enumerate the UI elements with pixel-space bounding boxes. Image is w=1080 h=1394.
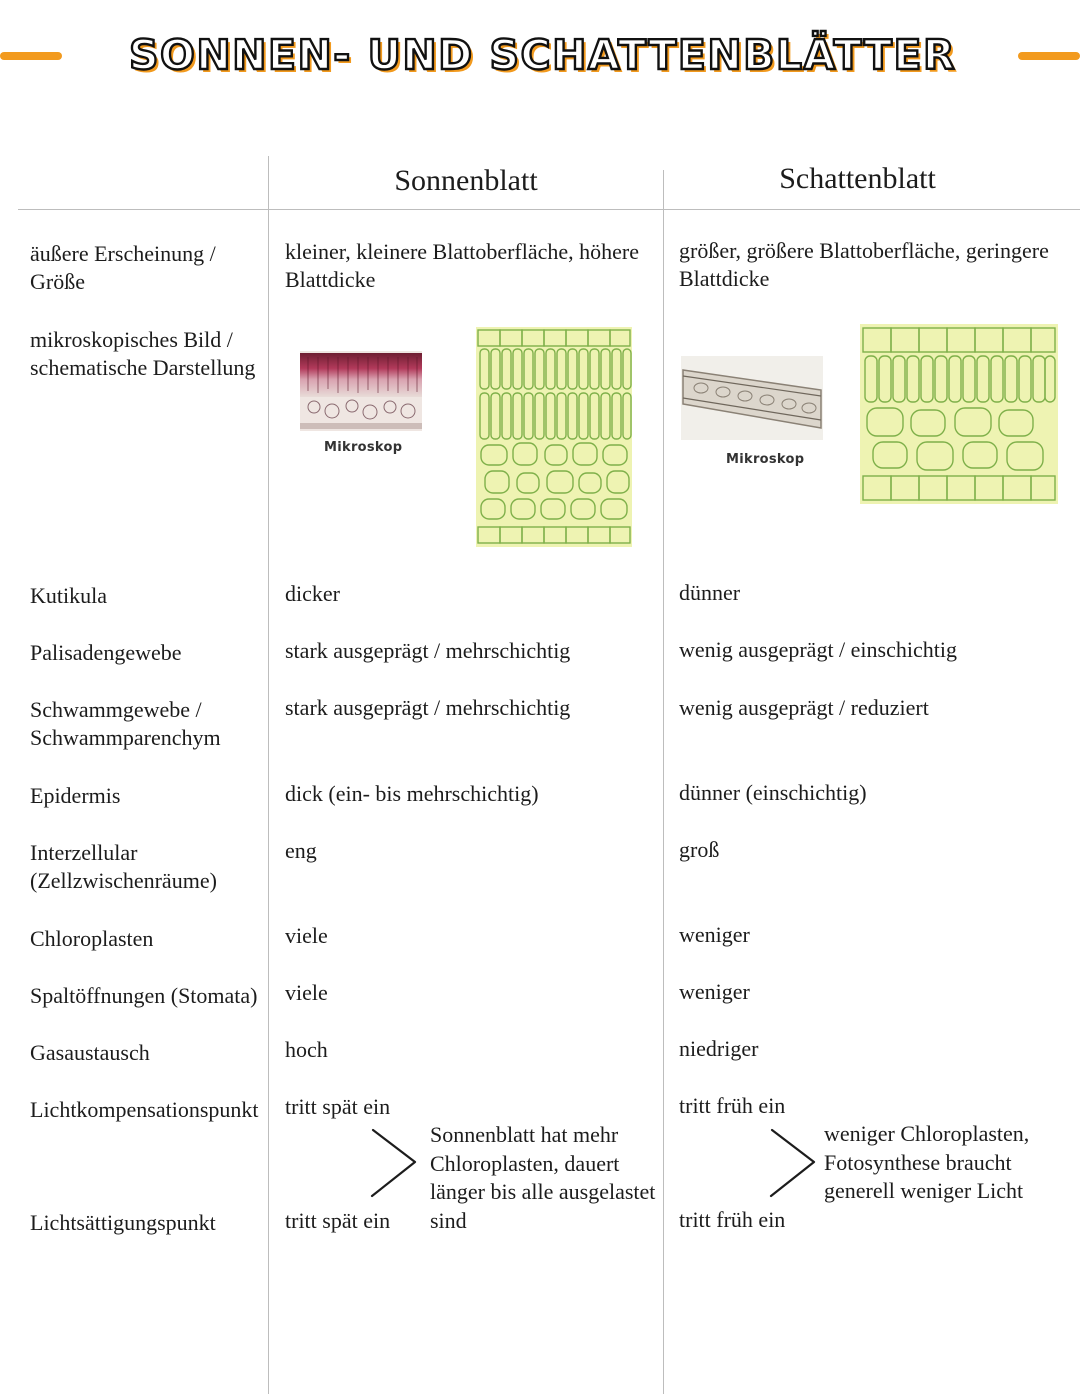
title-accent-line-right	[1018, 52, 1080, 60]
column-divider-1	[268, 156, 269, 1394]
shade-spaltoeffnungen: weniger	[679, 979, 750, 1004]
row-label-kutikula: Kutikula	[30, 583, 107, 608]
shade-schwammgewebe: wenig ausgeprägt / reduziert	[679, 695, 929, 720]
row-label-lichtsaettigungspunkt: Lichtsättigungspunkt	[30, 1210, 216, 1235]
sun-spaltoeffnungen: viele	[285, 980, 328, 1005]
sun-note: Sonnenblatt hat mehr Chloroplasten, dauert länger bis alle ausgelastet sind	[430, 1122, 656, 1233]
sun-microscope-image	[300, 351, 422, 431]
row-label-gasaustausch: Gasaustausch	[30, 1040, 150, 1065]
sun-appearance: kleiner, kleinere Blattoberfläche, höhere Blattdicke	[285, 239, 639, 292]
row-label-schwammgewebe: Schwammgewebe / Schwammparenchym	[30, 697, 221, 750]
shade-note: weniger Chloroplasten, Fotosynthese braucht generell weniger Licht	[824, 1121, 1030, 1203]
sun-interzellular: eng	[285, 838, 317, 863]
row-label-appearance: äußere Erscheinung / Größe	[30, 241, 216, 294]
shade-kutikula: dünner	[679, 580, 741, 605]
column-header-sun: Sonnenblatt	[394, 164, 538, 197]
sun-bracket-arrow	[368, 1126, 420, 1200]
sun-schwammgewebe: stark ausgeprägt / mehrschichtig	[285, 695, 571, 720]
column-divider-2	[663, 170, 664, 1394]
shade-microscope-image	[681, 356, 823, 440]
row-label-microscope: mikroskopisches Bild / schematische Darstellung	[30, 327, 256, 380]
row-label-spaltoeffnungen: Spaltöffnungen (Stomata)	[30, 983, 258, 1008]
shade-schematic-drawing	[859, 324, 1059, 506]
title-bar	[0, 22, 1080, 88]
header-divider	[18, 209, 1080, 210]
sun-chloroplasten: viele	[285, 923, 328, 948]
shade-bracket-arrow	[767, 1126, 819, 1200]
sun-kutikula: dicker	[285, 581, 340, 606]
shade-epidermis: dünner (einschichtig)	[679, 780, 867, 805]
row-label-palisadengewebe: Palisadengewebe	[30, 640, 182, 665]
row-label-interzellular: Interzellular (Zellzwischenräume)	[30, 840, 217, 893]
sun-epidermis: dick (ein- bis mehrschichtig)	[285, 781, 539, 806]
row-label-chloroplasten: Chloroplasten	[30, 926, 154, 951]
row-label-lichtkompensationspunkt: Lichtkompensationspunkt	[30, 1097, 259, 1122]
sun-lichtkompensationspunkt: tritt spät ein	[285, 1094, 391, 1119]
sun-schematic-drawing	[473, 327, 633, 549]
sun-gasaustausch: hoch	[285, 1037, 328, 1062]
row-label-epidermis: Epidermis	[30, 783, 121, 808]
sun-lichtsaettigungspunkt: tritt spät ein	[285, 1208, 391, 1233]
shade-microscope-caption: Mikroskop	[726, 452, 805, 467]
sun-microscope-caption: Mikroskop	[324, 440, 403, 455]
shade-chloroplasten: weniger	[679, 922, 750, 947]
shade-appearance: größer, größere Blattoberfläche, geringere Blattdicke	[679, 238, 1049, 291]
title-accent-line-left	[0, 52, 62, 60]
column-header-shade: Schattenblatt	[779, 162, 936, 195]
shade-lichtsaettigungspunkt: tritt früh ein	[679, 1207, 786, 1232]
shade-lichtkompensationspunkt: tritt früh ein	[679, 1093, 786, 1118]
shade-palisadengewebe: wenig ausgeprägt / einschichtig	[679, 637, 957, 662]
shade-gasaustausch: niedriger	[679, 1036, 759, 1061]
shade-interzellular: groß	[679, 837, 720, 862]
sun-palisadengewebe: stark ausgeprägt / mehrschichtig	[285, 638, 571, 663]
page-title: SONNEN- UND SCHATTENBLÄTTER	[128, 31, 957, 79]
